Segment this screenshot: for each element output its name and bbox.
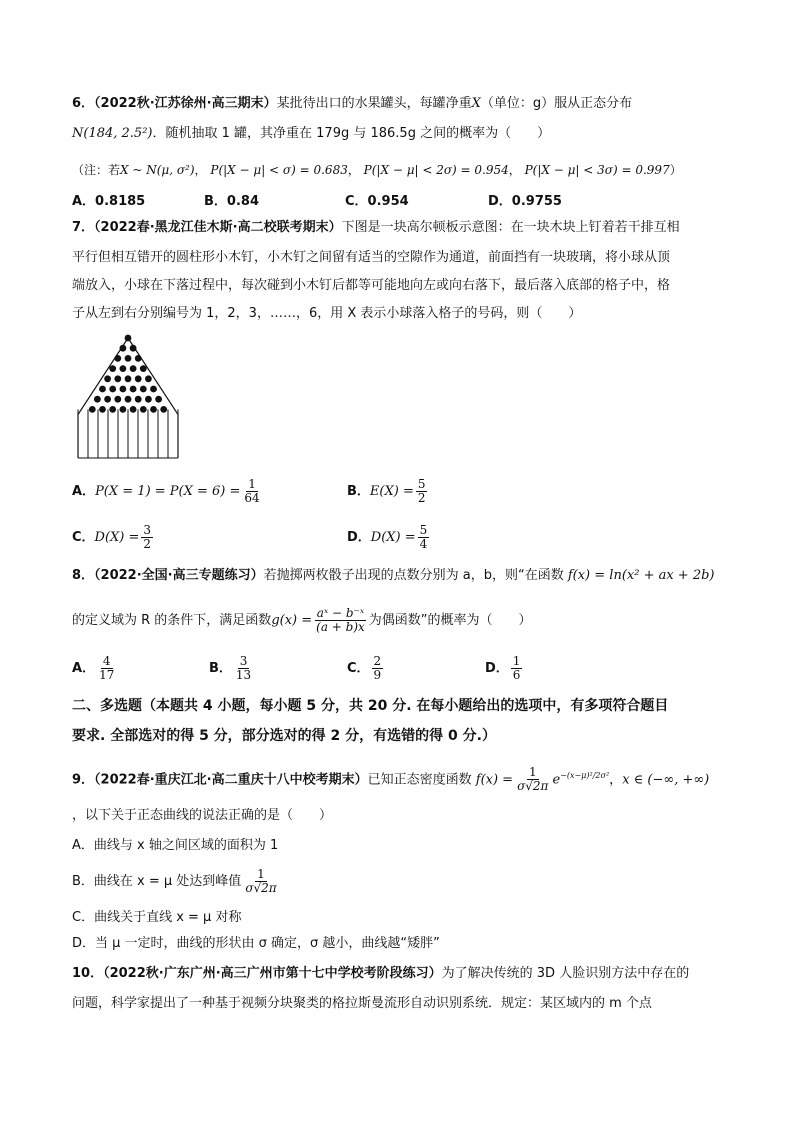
q7-option-b-num: 5 [417,477,426,491]
q7-option-a [72,478,264,505]
q7-option-a-fraction [242,478,261,505]
q9-option-c: C．曲线关于直线 x = μ 对称 [72,910,242,925]
q9-func-den: σ√2π [517,779,549,794]
q9-func-exponent: −(x−μ)²/2σ² [560,771,610,780]
galton-peg [140,365,147,372]
galton-peg [135,375,142,382]
q9-option-b [72,868,734,895]
q8-option-c-fraction [372,655,384,682]
q8-option-b-num: 3 [239,654,248,668]
q6-distribution: N(184, 2.5²) [72,126,153,141]
q8-option-d [485,655,524,682]
q8-option-c-num: 2 [373,654,382,668]
q8-func-g-den: (a + b)x [316,620,365,634]
q7-line4: 子从左到右分别编号为 1，2，3，……，6，用 X 表示小球落入格子的号码，则（ ） [72,306,582,321]
galton-peg [140,386,147,393]
q9-option-b-den: σ√2π [245,881,277,895]
q6-note-suffix: ） [669,163,682,177]
galton-peg [109,406,116,413]
q9-option-a: A．曲线与 x 轴之间区域的面积为 1 [72,838,279,853]
galton-peg [120,365,127,372]
q9-func-fraction [515,766,550,793]
q8-func-g-num: aˣ − b⁻ˣ [316,606,365,620]
q7-line2: 平行但相互错开的圆柱形小木钉，小木钉之间留有适当的空隙作为通道，前面挡有一块玻璃，将小球从顶 [72,250,671,265]
q7-option-d-fraction [418,524,430,551]
galton-peg [125,375,132,382]
galton-peg [120,345,127,352]
q7-option-c-expr: D(X) = [94,530,140,545]
q8-line1 [72,566,734,586]
q6-text1b: （单位：g）服从正态分布 [480,96,633,111]
section2-header-line1: 二、多选题（本题共 4 小题，每小题 5 分，共 20 分. 在每小题给出的选项中，有多项符合题目 [72,698,669,714]
q6-note-dist: X ~ N(μ, σ²) [120,163,195,177]
q6-option-b: B．0.84 [204,194,259,209]
q7-option-b [347,478,429,505]
galton-peg [120,386,127,393]
q8-option-b [209,655,255,682]
q9-option-b-num: 1 [257,867,265,881]
q8-option-c [347,655,385,682]
q8-func-g-fraction [314,607,367,634]
q8-text2b: 为偶函数”的概率为（ ） [368,613,532,628]
q8-func-g-lhs: g(x) = [271,613,313,628]
q8-option-a-den: 17 [99,668,115,682]
q9-source: （2022春·重庆江北·高二重庆十八中校考期末） [94,772,368,788]
q6-option-a: A．0.8185 [72,194,146,209]
galton-peg [135,396,142,403]
q8-option-a [72,655,118,682]
galton-peg [125,396,132,403]
galton-peg [109,386,116,393]
q9-option-b-text: B．曲线在 x = μ 处达到峰值 [72,874,242,889]
q7-option-c-den: 2 [143,537,152,551]
q8-option-d-fraction [511,655,523,682]
q8-option-b-fraction [234,655,253,682]
q8-option-c-den: 9 [373,668,382,682]
galton-peg [150,386,157,393]
q7-option-c-fraction [141,524,153,551]
galton-peg [114,375,121,382]
q9-domain: x ∈ (−∞, +∞) [622,772,710,788]
q9-func-lhs: f(x) = [475,772,514,788]
q7-number: 7． [72,220,95,235]
galton-peg [135,355,142,362]
q8-option-a-label: A． [72,661,96,676]
q7-option-c-num: 3 [143,523,152,537]
q8-func-f: f(x) = ln(x² + ax + 2b) [567,568,715,583]
galton-peg [109,365,116,372]
q6-option-d: D．0.9755 [488,194,562,209]
q6-text1a: 某批待出口的水果罐头，每罐净重 [276,96,472,111]
galton-peg [114,396,121,403]
q8-line2 [72,607,734,634]
q8-option-c-label: C． [347,661,370,676]
q7-line1 [72,218,734,238]
q9-text1: 已知正态密度函数 [367,772,472,788]
q7-text1: 下图是一块高尔顿板示意图：在一块木块上钉着若干排互相 [341,220,680,235]
q9-func-num: 1 [528,765,537,780]
q9-number: 9． [72,772,95,788]
galton-peg [89,406,96,413]
galton-peg [145,375,152,382]
q6-note: （注：若X ~ N(μ, σ²)， P(|X − μ| < σ) = 0.683， P(|X − μ| < 2σ) = 0.954， P(|X − μ| < 3σ) = 0.997） [72,163,682,177]
q6-source: （2022秋·江苏徐州·高三期末） [94,96,277,111]
q7-option-d [347,524,431,551]
q9-line2: ，以下关于正态曲线的说法正确的是（ ） [72,808,333,823]
q7-option-b-expr: E(X) = [369,484,414,499]
q7-option-a-num: 1 [248,477,256,491]
q10-number: 10． [72,966,104,981]
galton-peg [155,396,162,403]
q7-option-d-den: 4 [419,537,428,551]
galton-peg [125,335,132,342]
q9-option-d: D．当 μ 一定时，曲线的形状由 σ 确定，σ 越小，曲线越“矮胖” [72,936,440,951]
galton-peg [125,355,132,362]
galton-peg [114,355,121,362]
q10-text1: 为了解决传统的 3D 人脸识别方法中存在的 [441,966,690,981]
q6-number: 6． [72,96,95,111]
q8-option-d-num: 1 [512,654,521,668]
q10-line2: 问题，科学家提出了一种基于视频分块聚类的格拉斯曼流形自动识别系统．规定：某区域内的 m 个点 [72,996,652,1011]
galton-peg [104,396,111,403]
q7-option-c-label: C． [72,530,95,545]
q7-option-d-label: D． [347,530,371,545]
galton-peg [150,406,157,413]
q8-option-a-num: 4 [102,654,111,668]
section2-header-line2: 要求. 全部选对的得 5 分，部分选对的得 2 分，有选错的得 0 分.） [72,728,496,744]
q6-line1 [72,94,734,114]
q7-source: （2022春·黑龙江佳木斯·高二校联考期末） [94,220,342,235]
galton-peg [94,396,101,403]
q8-option-b-label: B． [209,661,232,676]
q8-text1: 若抛掷两枚骰子出现的点数分别为 a，b，则“在函数 [263,568,564,583]
q6-note-p3: P(|X − μ| < 3σ) = 0.997 [524,163,670,177]
galton-peg [130,365,137,372]
q7-option-a-den: 64 [244,491,260,505]
galton-peg [99,386,106,393]
q7-option-d-num: 5 [419,523,428,537]
q10-source: （2022秋·广东广州·高三广州市第十七中学校考阶段练习） [103,966,442,981]
q7-option-b-den: 2 [417,491,426,505]
galton-board-figure [74,332,186,460]
galton-peg [130,406,137,413]
q8-option-b-den: 13 [235,668,252,682]
q7-line3: 端放入，小球在下落过程中，每次碰到小木钉后都等可能地向左或向右落下，最后落入底部的格子中，格 [72,278,671,293]
q8-option-d-den: 6 [512,668,521,682]
galton-peg [160,406,167,413]
q9-line1: 9．（2022春·重庆江北·高二重庆十八中校考期末）已知正态密度函数 f(x) = $\frac{1}{\sigma√2\pi}$ $e^{-(x-\mu)^2/2\sigma^2}$，x ∈ (−∞, +∞) [72,765,710,794]
q8-text2a: 的定义域为 R 的条件下，满足函数 [72,613,272,628]
q7-option-d-expr: D(X) = [370,530,416,545]
q10-line1 [72,964,734,984]
q7-option-a-expr: P(X = 1) = P(X = 6) = [95,484,241,499]
q6-line2 [72,124,734,144]
q6-note-prefix: （注：若 [72,163,121,177]
q9-option-b-fraction [243,868,278,895]
q8-option-a-fraction [97,655,116,682]
galton-peg [140,406,147,413]
galton-peg [99,406,106,413]
q6-note-p1: P(|X − μ| < σ) = 0.683 [210,163,348,177]
q7-option-a-label: A． [72,484,96,499]
q8-number: 8． [72,568,95,583]
q8-option-d-label: D． [485,661,509,676]
q7-option-b-label: B． [347,484,370,499]
q8-source: （2022·全国·高三专题练习） [94,568,264,583]
q6-option-c: C．0.954 [345,194,409,209]
q7-option-b-fraction [416,478,428,505]
q6-note-p2: P(|X − μ| < 2σ) = 0.954 [363,163,509,177]
galton-peg [145,396,152,403]
galton-peg [104,375,111,382]
galton-peg [130,386,137,393]
q6-text2: ．随机抽取 1 罐，其净重在 179g 与 186.5g 之间的概率为（ ） [152,126,551,141]
q7-option-c [72,524,155,551]
galton-peg [130,345,137,352]
galton-peg [120,406,127,413]
q6-var-x: X [471,96,481,111]
